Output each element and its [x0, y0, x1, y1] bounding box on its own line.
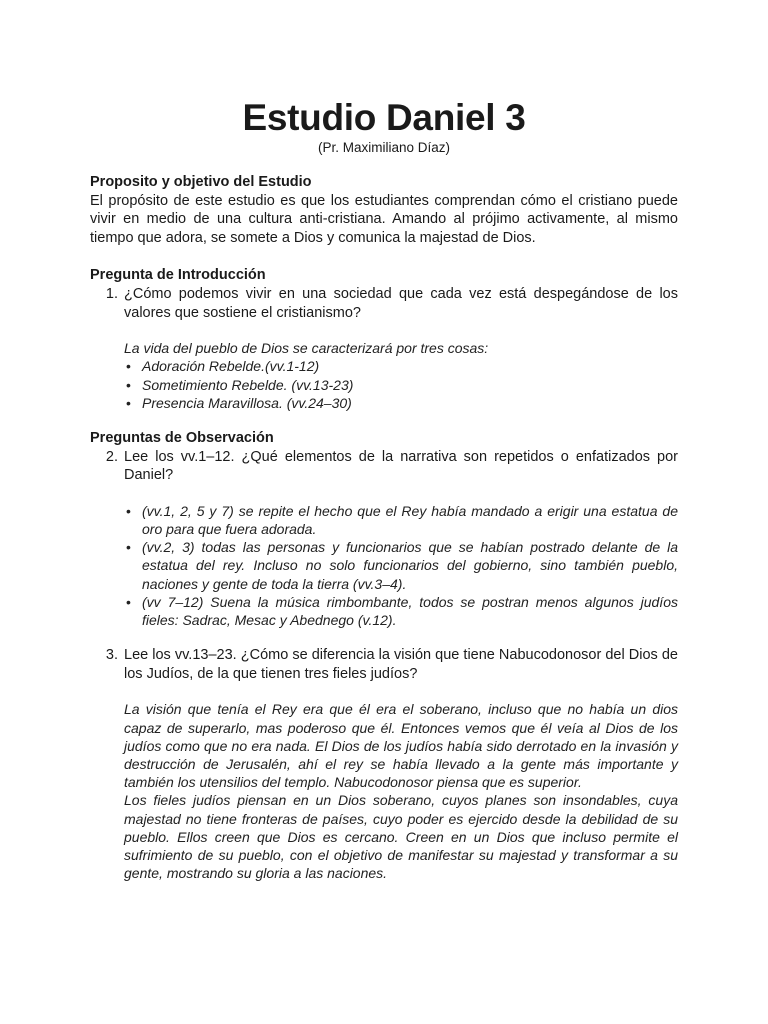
- bullet-icon: •: [126, 358, 131, 375]
- bullet-icon: •: [126, 376, 131, 393]
- answer-lead: La vida del pueblo de Dios se caracterizará por tres cosas:: [124, 340, 489, 357]
- document-author: (Pr. Maximiliano Díaz): [317, 140, 451, 155]
- document-body: [90, 173, 678, 882]
- answer-paragraph: La visión que tenía el Rey era que él era el soberano, incluso que no había un dios capaz de superarlo, mas poderoso que él. Entonces vemos que él veía al Dios de los judíos como que no era nada. El Dios de los judíos había sido derrotado en la invasión y destrucción de Jerusalén, ahí el rey se había llevado a la gente más importante y también los utensilios del templo. Nabucodonosor piensa que es superior.: [124, 701, 678, 791]
- answer-paragraph: Los fieles judíos piensan en un Dios soberano, cuyos planes son insondables, cuya majestad no tiene fronteras de países, cuyo poder es ejercido desde la debilidad de su pueblo. Ellos creen que Dios es cercano. Creen en un Dios que incluso permite el sufrimiento de su pueblo, con el objetivo de manifestar su majestad y transformar a su gente, mostrando su gloria a las naciones.: [124, 792, 678, 882]
- question-text: Lee los vv.13–23. ¿Cómo se diferencia la visión que tiene Nabucodonosor del Dios de los Judíos, de la que tienen tres fieles judíos?: [124, 647, 678, 682]
- list-item: • (vv 7–12) Suena la música rimbombante, todos se postran menos algunos judíos fieles: Sadrac, Mesac y Abednego (v.12).: [126, 593, 678, 628]
- list-item: • Presencia Maravillosa. (vv.24–30): [126, 394, 352, 411]
- list-item: • (vv.1, 2, 5 y 7) se repite el hecho que el Rey había mandado a erigir una estatua de oro para que fuera adorada.: [126, 502, 678, 537]
- observation-question-2: [90, 448, 678, 485]
- question-text: ¿Cómo podemos vivir en una sociedad que cada vez está despegándose de los valores que sostiene el cristianismo?: [124, 285, 678, 321]
- q3-answer: [124, 700, 678, 882]
- question-number: 1.: [105, 285, 118, 302]
- list-item: • Sometimiento Rebelde. (vv.13-23): [126, 376, 354, 393]
- intro-question: [90, 285, 678, 322]
- list-item: • Adoración Rebelde.(vv.1-12): [126, 358, 320, 375]
- bullet-icon: •: [126, 593, 131, 610]
- q2-bullet-list: [124, 502, 678, 629]
- purpose-heading: Proposito y objetivo del Estudio: [90, 174, 312, 190]
- question-text: Lee los vv.1–12. ¿Qué elementos de la narrativa son repetidos o enfatizados por Daniel?: [124, 448, 678, 484]
- q2-answer: [124, 502, 678, 629]
- question-number: 2.: [105, 448, 118, 465]
- observation-heading: Preguntas de Observación: [90, 429, 274, 446]
- intro-answer: [124, 339, 678, 412]
- intro-heading: Pregunta de Introducción: [90, 267, 266, 284]
- list-item: • (vv.2, 3) todas las personas y funcionarios que se habían postrado delante de la estatua del rey. Incluso no solo funcionarios del gobierno, sino también pueblo, naciones y gente de toda la tierra (vv.3–4).: [126, 539, 678, 592]
- document-title: Estudio Daniel 3: [242, 97, 526, 138]
- intro-bullet-list: [124, 357, 678, 412]
- purpose-text: El propósito de este estudio es que los estudiantes comprendan cómo el cristiano puede vivir en medio de una cultura anti-cristiana. Amando al prójimo activamente, al mismo tiempo que adora, se somete a Dios y comunica la majestad de Dios.: [90, 192, 678, 246]
- observation-question-3: [90, 646, 678, 683]
- question-number: 3.: [105, 647, 118, 664]
- bullet-icon: •: [126, 539, 131, 556]
- bullet-icon: •: [126, 394, 131, 411]
- bullet-icon: •: [126, 502, 131, 519]
